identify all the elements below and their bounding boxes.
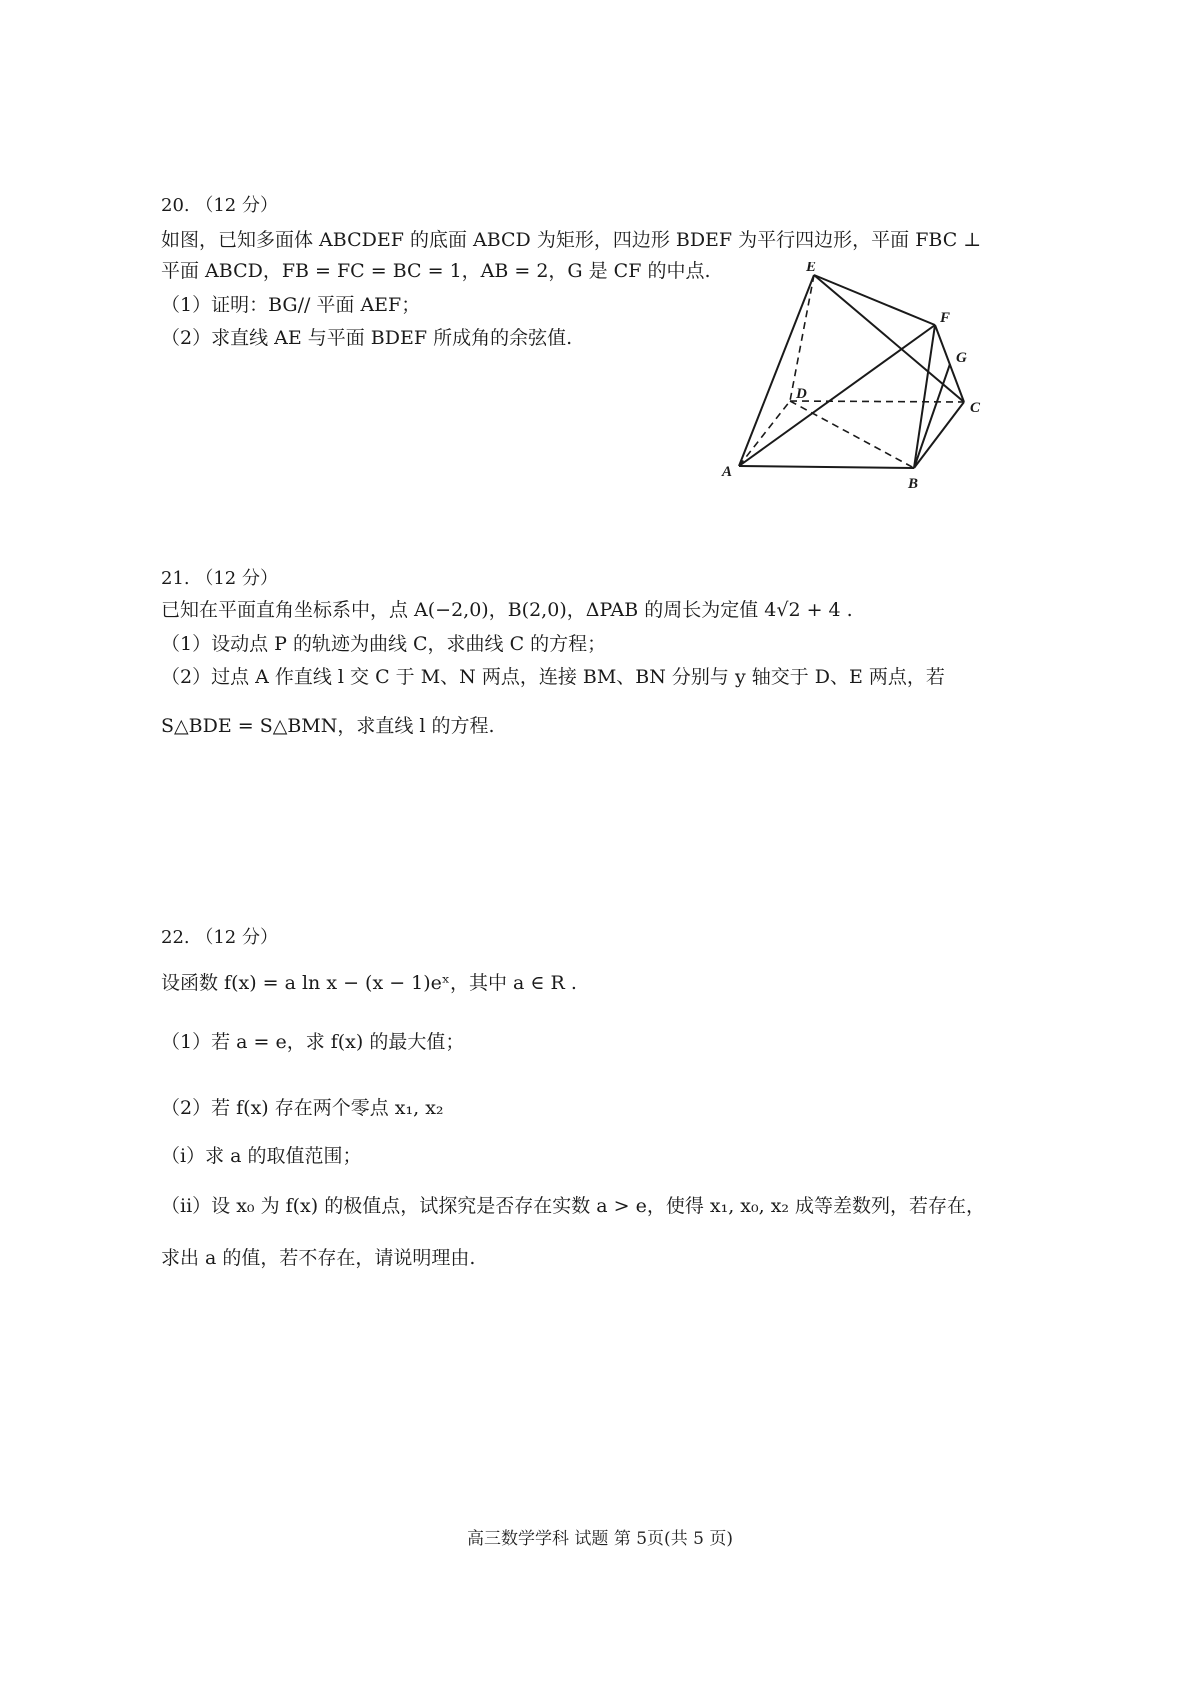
q20-part2: （2）求直线 AE 与平面 BDEF 所成角的余弦值. <box>161 327 573 349</box>
q20-header: 20. （12 分） <box>161 195 278 216</box>
q20-text-line1: 如图，已知多面体 ABCDEF 的底面 ABCD 为矩形，四边形 BDEF 为平行四边形，平面 FBC ⊥ <box>161 229 982 251</box>
q22-sub1: （i）求 a 的取值范围； <box>161 1145 362 1167</box>
q22-part1: （1）若 a = e，求 f(x) 的最大值； <box>161 1031 465 1053</box>
q21-header: 21. （12 分） <box>161 568 278 589</box>
q22-header: 22. （12 分） <box>161 927 278 948</box>
edge-BG <box>914 364 950 468</box>
edge-AE <box>739 275 814 466</box>
edge-EF <box>814 275 935 325</box>
polyhedron-figure <box>710 262 1030 492</box>
q20-part1: （1）证明：BG// 平面 AEF； <box>161 294 421 316</box>
edge-DB-hidden <box>790 401 914 468</box>
edge-AB <box>739 466 914 468</box>
label-F: F <box>940 310 951 326</box>
page-footer: 高三数学学科 试题 第 5页(共 5 页) <box>467 1529 733 1549</box>
label-D: D <box>796 386 807 402</box>
q21-part2-cont: S△BDE = S△BMN，求直线 l 的方程. <box>161 715 495 737</box>
label-A: A <box>722 464 733 480</box>
q22-part2: （2）若 f(x) 存在两个零点 x₁, x₂ <box>161 1097 444 1119</box>
q22-text-line1: 设函数 f(x) = a ln x − (x − 1)eˣ，其中 a ∈ R . <box>161 972 577 994</box>
edge-BF <box>914 325 935 468</box>
q21-part1: （1）设动点 P 的轨迹为曲线 C，求曲线 C 的方程； <box>161 633 607 655</box>
edge-AF <box>739 325 935 466</box>
label-G: G <box>956 350 967 366</box>
q21-text-line1: 已知在平面直角坐标系中，点 A(−2,0)，B(2,0)，ΔPAB 的周长为定值 4√2 + 4 . <box>161 599 853 621</box>
label-E: E <box>806 262 817 275</box>
label-B: B <box>908 476 919 492</box>
q22-sub2-cont: 求出 a 的值，若不存在，请说明理由. <box>161 1247 476 1269</box>
edge-EC <box>814 275 964 402</box>
edge-DC-hidden <box>790 401 964 402</box>
edge-AD-hidden <box>739 401 790 466</box>
label-C: C <box>970 400 981 416</box>
q22-sub2: （ii）设 x₀ 为 f(x) 的极值点，试探究是否存在实数 a > e，使得 x₁, x₀, x₂ 成等差数列，若存在， <box>161 1195 986 1217</box>
q21-part2: （2）过点 A 作直线 l 交 C 于 M、N 两点，连接 BM、BN 分别与 y 轴交于 D、E 两点，若 <box>161 666 945 688</box>
q20-text-line2: 平面 ABCD，FB = FC = BC = 1，AB = 2，G 是 CF 的中点. <box>161 260 711 282</box>
edge-ED-hidden <box>790 275 814 401</box>
